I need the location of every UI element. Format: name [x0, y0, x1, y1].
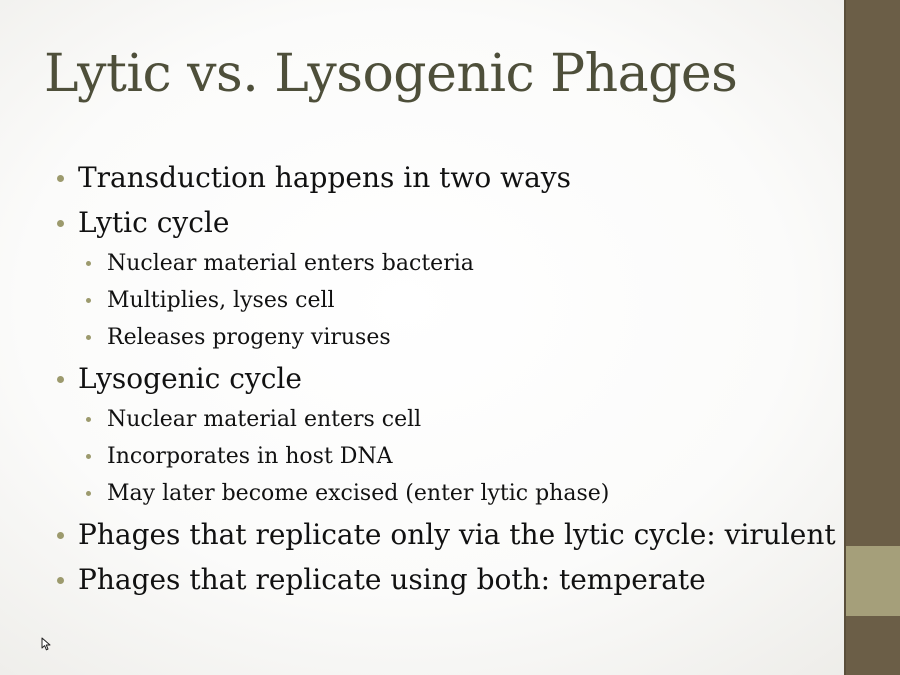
bullet-list — [54, 155, 834, 602]
bullet-dot-icon — [57, 220, 64, 227]
sub-bullet-item — [54, 245, 834, 282]
sub-bullet-item — [54, 282, 834, 319]
bullet-text: Transduction happens in two ways — [78, 161, 571, 194]
sub-bullet-text: Nuclear material enters bacteria — [107, 251, 474, 276]
sub-bullet-item — [54, 438, 834, 475]
bullet-text: Lytic cycle — [78, 206, 230, 239]
sub-bullet-text: Multiplies, lyses cell — [107, 288, 335, 313]
slide-title: Lytic vs. Lysogenic Phages — [44, 44, 738, 104]
sub-bullet-dot-icon — [86, 298, 91, 303]
bullet-text: Lysogenic cycle — [78, 362, 302, 395]
sub-bullet-text: Nuclear material enters cell — [107, 407, 422, 432]
sub-bullet-dot-icon — [86, 454, 91, 459]
side-bar-accent-block — [846, 546, 900, 616]
bullet-text: Phages that replicate using both: temperate — [78, 563, 706, 596]
sub-bullet-text: May later become excised (enter lytic phase) — [107, 481, 610, 506]
sub-bullet-item — [54, 401, 834, 438]
sub-bullet-dot-icon — [86, 335, 91, 340]
bullet-dot-icon — [57, 376, 64, 383]
bullet-item — [54, 357, 834, 401]
bullet-dot-icon — [57, 175, 64, 182]
sub-bullet-item — [54, 475, 834, 512]
bullet-item — [54, 201, 834, 245]
mouse-pointer-icon — [41, 637, 53, 651]
bullet-item — [54, 558, 834, 602]
sub-bullet-dot-icon — [86, 417, 91, 422]
bullet-text: Phages that replicate only via the lytic cycle: virulent — [78, 518, 836, 551]
bullet-item — [54, 513, 834, 557]
sub-bullet-item — [54, 319, 834, 356]
sub-bullet-text: Releases progeny viruses — [107, 325, 391, 350]
bullet-item — [54, 156, 834, 200]
sub-bullet-text: Incorporates in host DNA — [107, 444, 393, 469]
bullet-dot-icon — [57, 532, 64, 539]
sub-bullet-dot-icon — [86, 261, 91, 266]
bullet-dot-icon — [57, 577, 64, 584]
sub-bullet-dot-icon — [86, 491, 91, 496]
